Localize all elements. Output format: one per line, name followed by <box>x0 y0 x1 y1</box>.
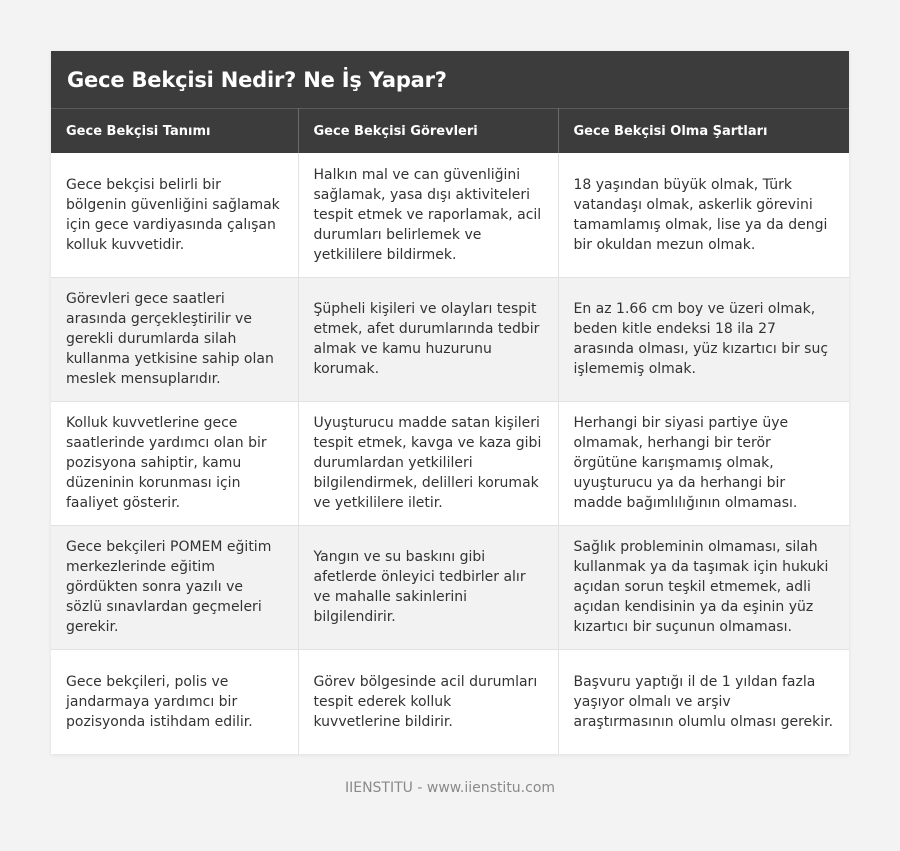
column-header-definition: Gece Bekçisi Tanımı <box>51 109 298 154</box>
title-bar <box>51 51 849 108</box>
table-cell: Uyuşturucu madde satan kişileri tespit etmek, kavga ve kaza gibi durumlardan yetkilileri bilgilendirmek, delilleri korumak ve yetkililere iletir. <box>298 401 558 525</box>
table-cell: 18 yaşından büyük olmak, Türk vatandaşı olmak, askerlik görevini tamamlamış olmak, lise ya da dengi bir okuldan mezun olmak. <box>558 153 849 277</box>
table-cell: En az 1.66 cm boy ve üzeri olmak, beden kitle endeksi 18 ila 27 arasında olması, yüz kızartıcı bir suç işlememiş olmak. <box>558 277 849 401</box>
info-table <box>51 108 849 754</box>
table-row <box>51 401 849 525</box>
column-header-duties: Gece Bekçisi Görevleri <box>298 109 558 154</box>
table-cell: Gece bekçileri POMEM eğitim merkezlerinde eğitim gördükten sonra yazılı ve sözlü sınavlardan geçmeleri gerekir. <box>51 525 298 649</box>
table-row <box>51 649 849 754</box>
table-row <box>51 277 849 401</box>
page-title: Gece Bekçisi Nedir? Ne İş Yapar? <box>67 67 447 92</box>
table-cell: Yangın ve su baskını gibi afetlerde önleyici tedbirler alır ve mahalle sakinlerini bilgilendirir. <box>298 525 558 649</box>
table-header-row <box>51 109 849 154</box>
table-cell: Halkın mal ve can güvenliğini sağlamak, yasa dışı aktiviteleri tespit etmek ve raporlamak, acil durumları belirlemek ve yetkililere bildirmek. <box>298 153 558 277</box>
table-row <box>51 153 849 277</box>
table-cell: Başvuru yaptığı il de 1 yıldan fazla yaşıyor olmalı ve arşiv araştırmasının olumlu olması gerekir. <box>558 649 849 754</box>
footer-credit: IIENSTITU - www.iienstitu.com <box>344 780 556 796</box>
info-card <box>51 51 849 754</box>
table-cell: Gece bekçileri, polis ve jandarmaya yardımcı bir pozisyonda istihdam edilir. <box>51 649 298 754</box>
table-cell: Gece bekçisi belirli bir bölgenin güvenliğini sağlamak için gece vardiyasında çalışan kolluk kuvvetidir. <box>51 153 298 277</box>
table-cell: Herhangi bir siyasi partiye üye olmamak, herhangi bir terör örgütüne karışmamış olmak, uyuşturucu ya da herhangi bir madde bağımlılığının olmaması. <box>558 401 849 525</box>
table-cell: Şüpheli kişileri ve olayları tespit etmek, afet durumlarında tedbir almak ve kamu huzurunu korumak. <box>298 277 558 401</box>
table-cell: Görev bölgesinde acil durumları tespit ederek kolluk kuvvetlerine bildirir. <box>298 649 558 754</box>
table-row <box>51 525 849 649</box>
table-cell: Görevleri gece saatleri arasında gerçekleştirilir ve gerekli durumlarda silah kullanma yetkisine sahip olan meslek mensuplarıdır. <box>51 277 298 401</box>
table-cell: Sağlık probleminin olmaması, silah kullanmak ya da taşımak için hukuki açıdan sorun teşkil etmemek, adli açıdan kendisinin ya da eşinin yüz kızartıcı bir suçunun olmaması. <box>558 525 849 649</box>
table-cell: Kolluk kuvvetlerine gece saatlerinde yardımcı olan bir pozisyona sahiptir, kamu düzeninin korunması için faaliyet gösterir. <box>51 401 298 525</box>
column-header-requirements: Gece Bekçisi Olma Şartları <box>558 109 849 154</box>
